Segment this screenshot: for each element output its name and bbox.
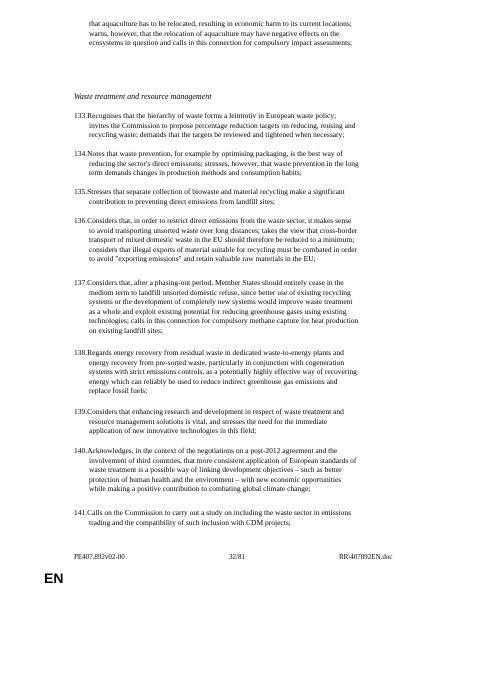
paragraph-text: Calls on the Commission to carry out a study on including the waste sector in emissions (87, 508, 352, 517)
footer-file-name: RR\407892EN.doc (339, 553, 393, 561)
paragraph-line (74, 446, 418, 456)
paragraph-line: while making a positive contribution to combating global climate change; (89, 484, 311, 494)
paragraph-134 (74, 149, 418, 178)
paragraph-number: 138. (74, 348, 88, 357)
paragraph-number: 136. (74, 216, 88, 225)
paragraph-138 (74, 348, 418, 396)
paragraph-number: 135. (74, 187, 88, 196)
paragraph-line: trading and the compatibility of such inclusion with CDM projects; (89, 517, 291, 527)
continuation-line: that aquaculture has to be relocated, resulting in economic harm to its current locations; (89, 19, 352, 28)
paragraph-line: technologies; calls in this connection for compulsory methane capture for heat production (89, 316, 359, 326)
paragraph-line: resource management solutions is vital, and stresses the need for the immediate (89, 416, 328, 426)
paragraph-line: transport of mixed domestic waste in the EU should therefore be reduced to a minimum; (89, 235, 355, 245)
paragraph-line: energy recovery from pre-sorted waste, particularly in conjunction with cogeneration (89, 357, 345, 367)
paragraph-141 (74, 508, 418, 527)
paragraph-line: protection of human health and the environment – with new economic opportunities (89, 474, 342, 484)
paragraph-line (74, 508, 418, 518)
paragraph-133 (74, 111, 418, 140)
paragraph-line: replace fossil fuels; (89, 386, 148, 396)
paragraph-line (74, 348, 418, 358)
paragraph-139 (74, 407, 418, 436)
paragraph-line: waste treatment is a possible way of linking development objectives – such as better (89, 465, 342, 475)
paragraph-line (74, 111, 418, 121)
paragraph-line: involvement of third countries, that more consistent application of European standards of (89, 455, 357, 465)
paragraph-number: 141. (74, 508, 88, 517)
paragraph-text: Regards energy recovery from residual waste in dedicated waste-to-energy plants and (87, 348, 344, 357)
continuation-line: warns, however, that the relocation of aquaculture may have negative effects on the (89, 28, 340, 38)
paragraph-line: recycling waste; demands that the targets be reviewed and tightened when necessary; (89, 130, 345, 140)
paragraph-line: to avoid transporting unsorted waste over long distances; takes the view that cross-border (89, 225, 358, 235)
footer-page-number: 32/81 (229, 553, 245, 561)
paragraph-text: Considers that, after a phasing-out period, Member States should entirely cease in the (87, 278, 344, 287)
continuation-text (89, 19, 419, 48)
paragraph-number: 134. (74, 149, 88, 158)
paragraph-line: as a whole and exploit existing potential for reducing greenhouse gases using existing (89, 306, 347, 316)
paragraph-line: on existing landfill sites; (89, 325, 163, 335)
paragraph-line: systems with strict emissions controls, as a potentially highly effective way of recovering (89, 367, 357, 377)
paragraph-line: reducing the sector's direct emissions; stresses, however, that waste prevention in the long (89, 158, 359, 168)
paragraph-136 (74, 216, 418, 264)
paragraph-line: term demands changes in production methods and consumption habits; (89, 168, 302, 178)
paragraph-number: 139. (74, 407, 88, 416)
continuation-line: ecosystems in question and calls in this connection for compulsory impact assessments; (89, 38, 353, 48)
paragraph-line: energy which can reliably be used to reduce indirect greenhouse gas emissions and (89, 376, 338, 386)
paragraph-number: 140. (74, 446, 88, 455)
paragraph-number: 137. (74, 278, 88, 287)
paragraph-text: Acknowledges, in the context of the negotiations on a post-2012 agreement and the (87, 446, 338, 455)
paragraph-line (74, 407, 418, 417)
paragraph-line: contribution to preventing direct emissions from landfill sites; (89, 196, 276, 206)
language-tag: EN (44, 570, 64, 586)
paragraph-number: 133. (74, 111, 88, 120)
paragraph-line: application of new innovative technologies in this field; (89, 426, 257, 436)
paragraph-line: to avoid "exporting emissions" and retain valuable raw materials in the EU; (89, 254, 316, 264)
paragraph-text: Considers that enhancing research and development in respect of waste treatment and (87, 407, 344, 416)
paragraph-text: Considers that, in order to restrict direct emissions from the waste sector, it makes sense (87, 216, 352, 225)
paragraph-line: systems or the development of completely new systems would improve waste treatment (89, 297, 353, 307)
paragraph-line: considers that illegal exports of material suitable for recycling must be combated in order (89, 244, 358, 254)
paragraph-line (74, 187, 418, 197)
paragraph-text: Notes that waste prevention, for example by optimising packaging, is the best way of (87, 149, 343, 158)
paragraph-line (74, 278, 418, 288)
paragraph-line (74, 149, 418, 159)
footer-document-ref: PE407.892v02-00 (74, 553, 125, 561)
paragraph-line (74, 216, 418, 226)
paragraph-text: Recognises that the hierarchy of waste forms a leitmotiv in European waste policy; (87, 111, 337, 120)
section-heading: Waste treatment and resource management (74, 92, 212, 101)
paragraph-text: Stresses that separate collection of biowaste and material recycling make a significant (87, 187, 345, 196)
paragraph-137 (74, 278, 418, 336)
paragraph-line: medium term to landfill unsorted domestic refuse, since better use of existing recycling (89, 287, 351, 297)
paragraph-line: invites the Commission to propose percentage reduction targets on reducing, reusing and (89, 120, 356, 130)
paragraph-135 (74, 187, 418, 206)
paragraph-140 (74, 446, 418, 494)
